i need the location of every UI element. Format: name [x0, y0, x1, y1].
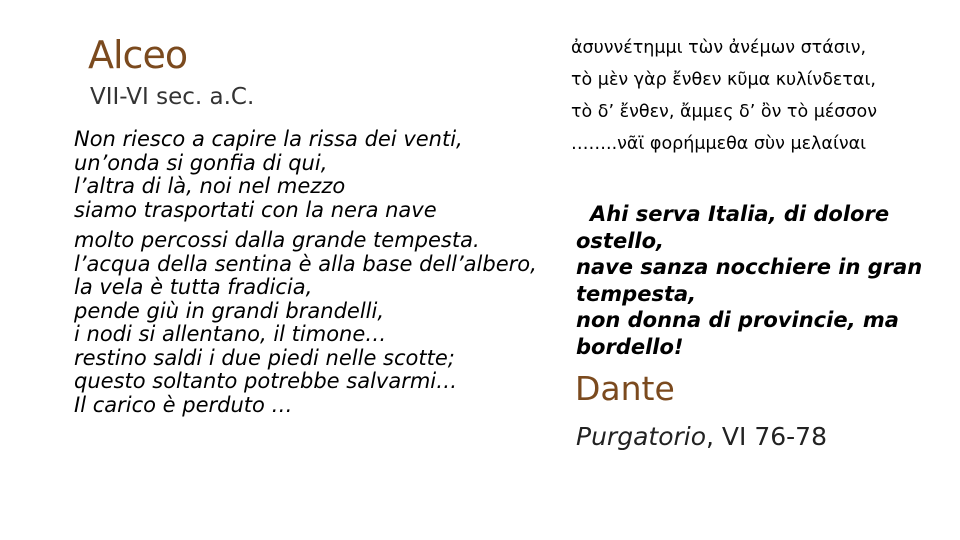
- source-reference: [576, 424, 827, 449]
- poem-line: un’onda si gonfia di qui,: [74, 150, 328, 175]
- poem-line: pende giù in grandi brandelli,: [74, 298, 385, 323]
- quote-line: nave sanza nocchiere in gran: [576, 255, 923, 279]
- poem-line: l’acqua della sentina è alla base dell’albero,: [74, 251, 537, 276]
- quote-line: Ahi serva Italia, di dolore: [590, 202, 890, 226]
- poem-line: questo soltanto potrebbe salvarmi…: [74, 369, 458, 393]
- italian-translation: [74, 128, 574, 417]
- quote-line: bordello!: [576, 334, 684, 359]
- subtitle-century: VII-VI sec. a.C.: [90, 84, 255, 110]
- poem-line: Il carico è perduto …: [74, 392, 293, 417]
- source-work: Purgatorio: [576, 422, 707, 451]
- greek-line: ἀσυννέτημμι τὼν ἀνέμων στάσιν,: [571, 38, 867, 58]
- greek-line: τὸ δ’ ἔνθεν, ἄμμες δ’ ὂν τὸ μέσσον: [571, 102, 877, 122]
- greek-line: τὸ μὲν γὰρ ἔνθεν κῦμα κυλίνδεται,: [571, 70, 876, 90]
- poem-line: Non riesco a capire la rissa dei venti,: [74, 127, 463, 151]
- source-verses: , VI 76-78: [706, 422, 827, 451]
- title-alceo: Alceo: [88, 33, 188, 77]
- poem-line: molto percossi dalla grande tempesta.: [74, 228, 480, 252]
- quote-line: ostello,: [576, 228, 665, 253]
- greek-line: ……..νᾶϊ φορήμμεθα σὺν μελαίναι: [571, 134, 867, 154]
- author-dante: Dante: [575, 369, 675, 408]
- poem-line: restino saldi i due piedi nelle scotte;: [74, 345, 455, 370]
- poem-line: l’altra di là, noi nel mezzo: [74, 174, 346, 198]
- poem-line: i nodi si allentano, il timone…: [74, 322, 387, 346]
- quote-line: non donna di provincie, ma: [576, 308, 899, 332]
- greek-original: [571, 32, 951, 160]
- dante-quote: [576, 201, 926, 360]
- poem-line: la vela è tutta fradicia,: [74, 275, 313, 299]
- poem-line: siamo trasportati con la nera nave: [74, 197, 437, 222]
- quote-line: tempesta,: [576, 281, 697, 306]
